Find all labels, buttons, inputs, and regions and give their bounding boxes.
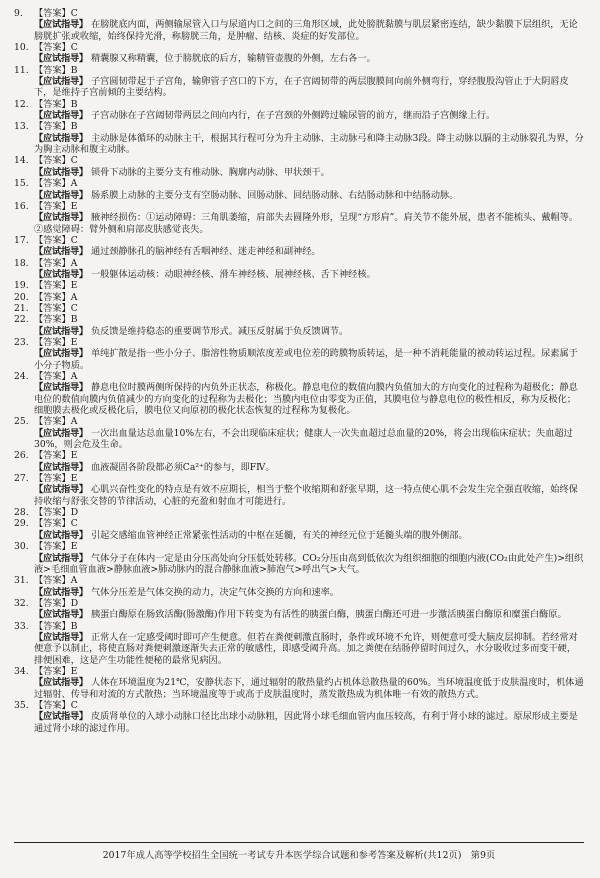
guide-text: 皮质肾单位的入球小动脉口径比出球小动脉粗，因此肾小球毛细血管内血压较高，有利于肾小球的滤过。原尿形成主要是通过肾小球的滤过作用。 [34,711,578,734]
guide-paragraph [34,190,584,201]
guide-paragraph [34,428,584,451]
question-number: 11. [14,64,29,76]
question-number: 14. [14,155,29,167]
answer-item [14,473,584,507]
answer-item [14,337,584,371]
guide-label: 【应试指导】 [34,631,88,643]
guide-label: 【应试指导】 [34,382,88,394]
answer-item [14,303,584,314]
answer-line: 【答案】E [34,280,78,292]
answer-item [14,541,584,575]
guide-label: 【应试指导】 [34,76,88,88]
guide-paragraph [34,19,584,42]
answer-line: 【答案】E [34,450,78,462]
guide-text: 锁骨下动脉的主要分支有椎动脉、胸廓内动脉、甲状颈干。 [90,166,330,178]
answer-line: 【答案】A [34,416,78,428]
guide-paragraph [34,484,584,507]
guide-paragraph [34,110,584,121]
guide-text: 子宫圆韧带起于子宫角，输卵管子宫口的下方，在子宫阔韧带的两层腹膜间向前外侧弯行，穿经腹股沟管止于大阴唇皮下，是维持子宫前倾的主要结构。 [34,76,569,99]
answer-item [14,507,584,518]
guide-label: 【应试指导】 [34,132,88,144]
question-number: 24. [14,371,29,382]
question-number: 25. [14,416,29,428]
answer-line: 【答案】A [34,575,78,587]
answer-line: 【答案】C [34,699,78,711]
question-number: 29. [14,518,29,530]
guide-text: 心肌兴奋性变化的特点是有效不应期长，相当于整个收缩期和舒张早期，这一特点使心肌不会发生完全强直收缩，始终保持收缩与舒张交替的节律活动，心脏的充盈和射血才可能进行。 [34,484,578,507]
guide-label: 【应试指导】 [34,110,88,122]
question-number: 30. [14,541,29,553]
guide-label: 【应试指导】 [34,427,88,439]
answer-item [14,65,584,99]
guide-text: 肠系膜上动脉的主要分支有空肠动脉、回肠动脉、回结肠动脉、右结肠动脉和中结肠动脉。 [90,189,459,201]
guide-text: 正常人在一定感受阈时即可产生便意。但若在粪便刺激直肠时，条件或环境不允许，则便意可受大脑皮层抑制。若经常对便意予以制止，将使直肠对粪便刺激逐渐失去正常的敏感性，即感受阈升高。加之粪便在结肠停留时间过久，水分吸收过多而变干硬，排便困难，这是产生功能性便秘的最常见病因。 [34,631,578,666]
guide-label: 【应试指导】 [34,711,88,723]
guide-paragraph [34,711,584,734]
guide-text: 一般躯体运动核：动眼神经核、滑车神经核、展神经核、舌下神经核。 [90,268,376,280]
question-number: 34. [14,665,29,677]
question-number: 10. [14,42,29,54]
answer-line: 【答案】B [34,98,78,110]
answer-item [14,518,584,541]
guide-text: 一次出血量达总血量10%左右，不会出现临床症状；健康人一次失血超过总血量的20%，将会出现临床症状；失血超过30%，则会危及生命。 [34,427,573,451]
guide-text: 主动脉是体循环的动脉主干，根据其行程可分为升主动脉、主动脉弓和降主动脉3段。降主动脉以膈的主动脉裂孔为界，分为胸主动脉和腹主动脉。 [34,132,584,156]
answer-item [14,178,584,201]
answer-item [14,621,584,666]
guide-label: 【应试指导】 [34,586,88,598]
answer-line: 【答案】C [34,8,78,19]
guide-text: 精囊腺又称精囊，位于膀胱底的后方，输精管壶腹的外侧，左右各一。 [90,53,376,65]
answer-item [14,700,584,734]
answer-line: 【答案】E [34,541,78,553]
guide-paragraph [34,76,584,99]
question-number: 33. [14,620,29,632]
answer-item [14,666,584,700]
guide-text: 子宫动脉在子宫阔韧带两层之间向内行，在子宫颈的外侧跨过输尿管的前方，继而沿子宫侧缘上行。 [90,110,496,122]
question-number: 13. [14,121,29,133]
guide-paragraph [34,632,584,666]
answer-item [14,450,584,473]
answer-line: 【答案】B [34,121,78,133]
answer-line: 【答案】C [34,234,78,246]
guide-paragraph [34,609,584,620]
guide-text: 气体分压差是气体交换的动力，决定气体交换的方向和速率。 [90,586,339,598]
guide-text: 气体分子在体内一定是由分压高处向分压低处转移。CO₂分压由高到低依次为组织细胞的细胞内液(CO₂由此处产生)>组织液>毛细血管血液>静脉血液>肺动脉内的混合静脉血液>肺泡气>呼出气>大气。 [34,552,584,575]
guide-text: 血液凝固各阶段都必须Ca²⁺的参与，即FⅣ。 [90,461,275,473]
question-number: 35. [14,699,29,711]
answer-line: 【答案】D [34,597,79,609]
answer-line: 【答案】A [34,178,78,190]
question-number: 26. [14,450,29,462]
question-number: 15. [14,178,29,190]
guide-label: 【应试指导】 [34,19,88,31]
answer-line: 【答案】E [34,665,78,677]
answer-line: 【答案】C [34,155,78,167]
guide-label: 【应试指导】 [34,529,88,541]
question-number: 18. [14,257,29,269]
guide-text: 负反馈是维持稳态的重要调节形式。减压反射属于负反馈调节。 [90,325,349,337]
guide-label: 【应试指导】 [34,484,88,496]
answer-line: 【答案】C [34,302,78,314]
answer-list [14,8,584,734]
question-number: 23. [14,336,29,348]
guide-paragraph [34,133,584,156]
guide-label: 【应试指导】 [34,325,88,337]
guide-paragraph [34,269,584,280]
guide-label: 【应试指导】 [34,552,88,564]
guide-paragraph [34,212,584,235]
guide-text: 单纯扩散是指一些小分子、脂溶性物质顺浓度差或电位差的跨膜物质转运，是一种不消耗能量的被动转运过程。尿素属于小分子物质。 [34,348,578,371]
answer-item [14,42,584,65]
guide-paragraph [34,167,584,178]
answer-line: 【答案】E [34,200,78,212]
guide-text: 胰蛋白酶原在肠致活酶(肠激酶)作用下转变为有活性的胰蛋白酶，胰蛋白酶还可进一步激活胰蛋白酶原和糜蛋白酶原。 [90,609,567,621]
answer-item [14,99,584,122]
guide-text: 在膀胱底内面，两侧输尿管入口与尿道内口之间的三角形区域，此处膀胱黏膜与肌层紧密连结，缺少黏膜下层组织，无论膀胱扩张或收缩，始终保持光滑，称膀胱三角，是肿瘤、结核、炎症的好发部位。 [34,19,578,42]
answer-line: 【答案】E [34,336,78,348]
guide-paragraph [34,462,584,473]
answer-item [14,121,584,155]
guide-paragraph [34,246,584,257]
answer-line: 【答案】B [34,620,78,632]
answer-item [14,314,584,337]
question-number: 20. [14,291,29,303]
guide-label: 【应试指导】 [34,348,88,360]
guide-label: 【应试指导】 [34,609,88,621]
guide-paragraph [34,348,584,371]
guide-paragraph [34,326,584,337]
guide-label: 【应试指导】 [34,268,88,280]
answer-item [14,235,584,258]
answer-item [14,280,584,291]
answer-line: 【答案】C [34,518,78,530]
guide-label: 【应试指导】 [34,53,88,65]
answer-item [14,416,584,450]
answer-item [14,598,584,621]
answer-item [14,292,584,303]
question-number: 21. [14,302,29,314]
question-number: 16. [14,200,29,212]
answer-item [14,155,584,178]
guide-label: 【应试指导】 [34,246,88,258]
guide-text: 腋神经损伤：①运动障碍：三角肌萎缩，肩部失去圆隆外形，呈现“方形肩”。肩关节不能外展，患者不能梳头、戴帽等。②感觉障碍：臂外侧和肩部皮肤感觉丧失。 [34,212,579,235]
guide-label: 【应试指导】 [34,677,88,689]
guide-label: 【应试指导】 [34,166,88,178]
guide-paragraph [34,53,584,64]
question-number: 9. [14,8,23,19]
answer-line: 【答案】E [34,473,78,485]
guide-label: 【应试指导】 [34,461,88,473]
answer-item [14,575,584,598]
guide-text: 引起交感缩血管神经正常紧张性活动的中枢在延髓，有关的神经元位于延髓头端的腹外侧部。 [90,529,468,541]
answer-line: 【答案】A [34,291,78,303]
page-footer: 2017年成人高等学校招生全国统一考试专升本医学综合试题和参考答案及解析(共12页) 第9页 [14,842,584,861]
answer-line: 【答案】A [34,257,78,269]
guide-paragraph [34,677,584,700]
guide-paragraph [34,587,584,598]
guide-paragraph [34,530,584,541]
answer-line: 【答案】A [34,371,78,382]
question-number: 22. [14,314,29,326]
answer-item [14,258,584,281]
guide-text: 人体在环境温度为21℃，安静状态下，通过辐射的散热量约占机体总散热量的60%。当环境温度低于皮肤温度时，机体通过辐射、传导和对流的方式散热；当环境温度等于或高于皮肤温度时，蒸发散热成为机体唯一有效的散热方式。 [34,677,584,700]
guide-label: 【应试指导】 [34,212,88,224]
answer-line: 【答案】B [34,314,78,326]
guide-text: 通过颈静脉孔的脑神经有舌咽神经、迷走神经和副神经。 [90,246,321,258]
question-number: 27. [14,473,29,485]
question-number: 17. [14,234,29,246]
guide-label: 【应试指导】 [34,189,88,201]
question-number: 32. [14,597,29,609]
answer-item [14,8,584,42]
guide-paragraph [34,553,584,576]
answer-line: 【答案】D [34,507,79,519]
guide-paragraph [34,382,584,416]
answer-item [14,371,584,416]
answer-item [14,201,584,235]
question-number: 19. [14,280,29,292]
question-number: 28. [14,507,29,519]
question-number: 31. [14,575,29,587]
answer-line: 【答案】B [34,64,78,76]
guide-text: 静息电位时膜两侧所保持的内负外正状态，称极化。静息电位的数值向膜内负值加大的方向变化的过程称为超极化；静息电位的数值向膜内负值减少的方向变化的过程称为去极化；当膜内电位由零变为正值，其膜电位与静息电位的极性相反，称为反极化；细胞膜去极化或反极化后，膜电位又向原初的极化状态恢复的过程称为复极化。 [34,382,578,417]
answer-line: 【答案】C [34,42,78,54]
question-number: 12. [14,98,29,110]
